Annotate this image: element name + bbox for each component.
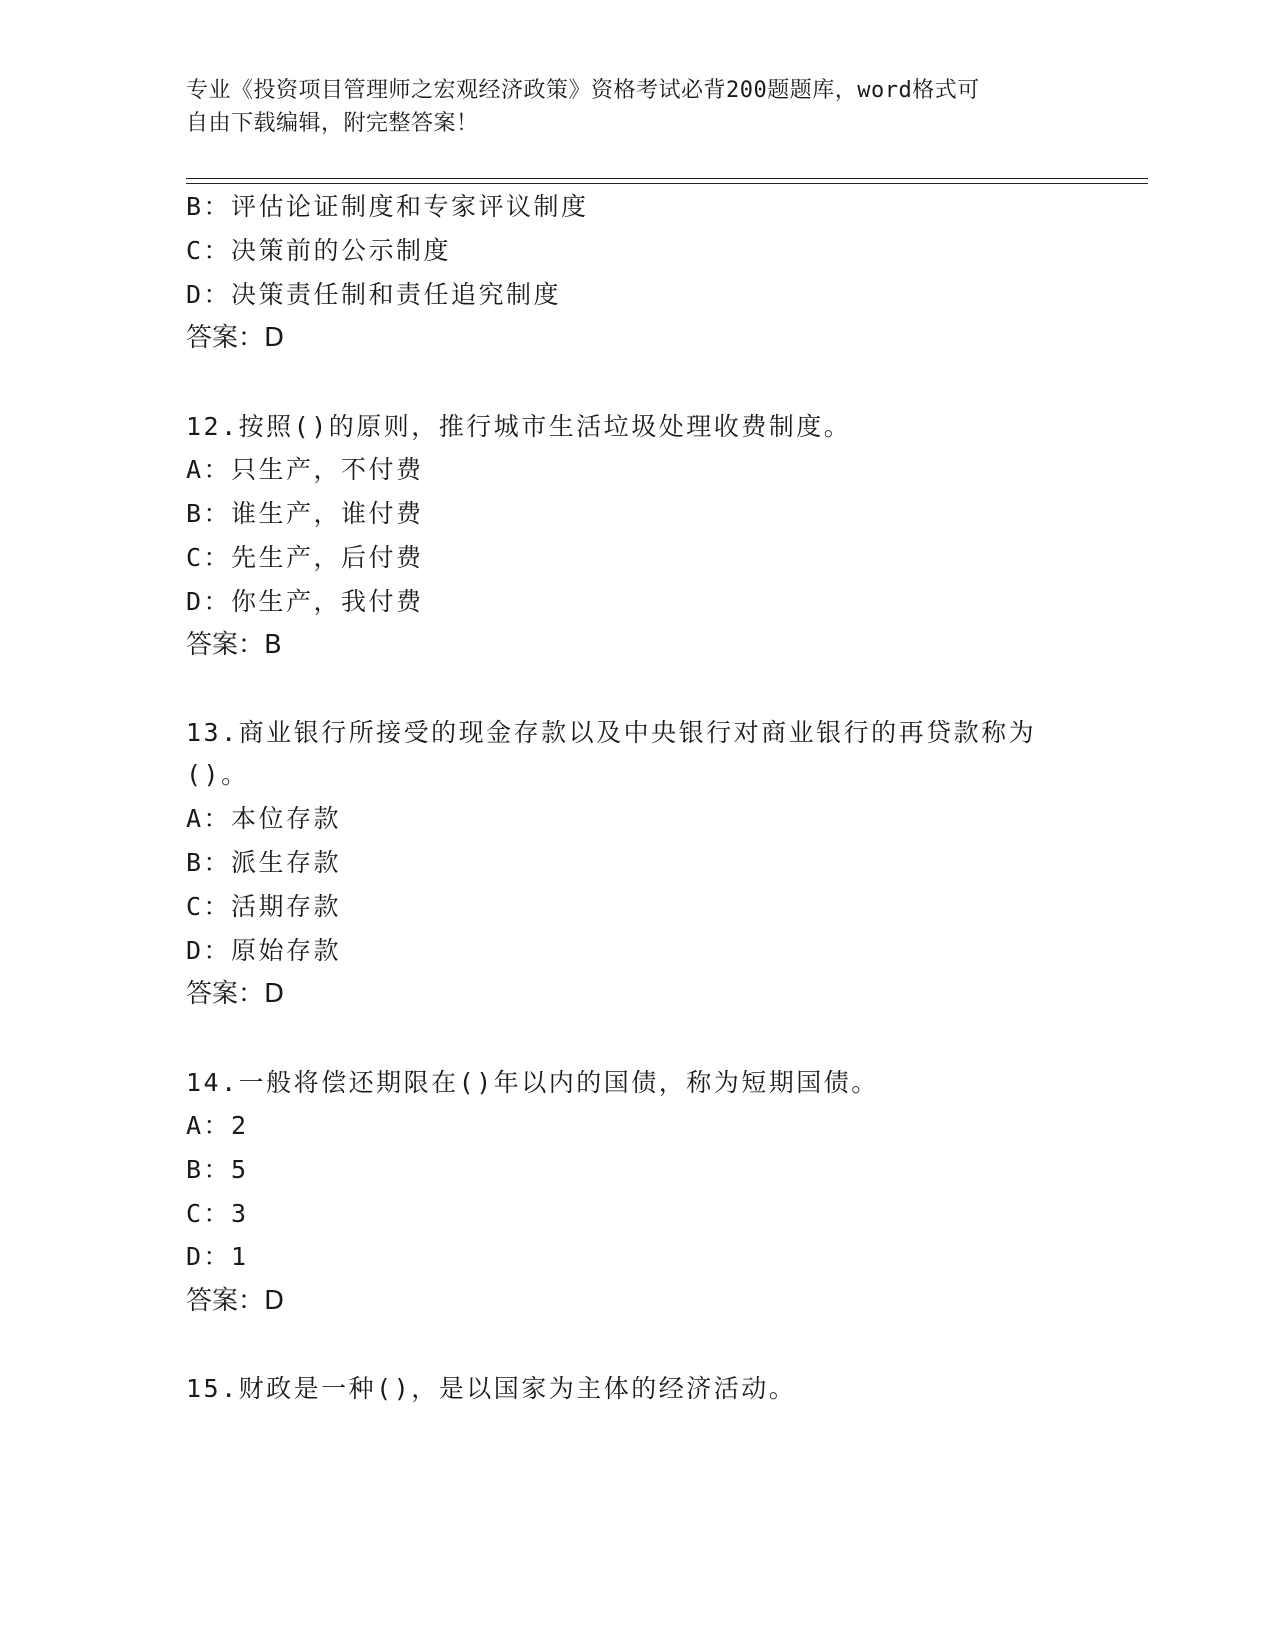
header-rule-bottom [186, 183, 1148, 184]
q13-option-a: A：本位存款 [186, 804, 342, 833]
header-line-1: 专业《投资项目管理师之宏观经济政策》资格考试必背200题题库，word格式可 [186, 78, 980, 103]
q14-option-c: C：3 [186, 1199, 249, 1228]
header-rule-top [186, 178, 1148, 179]
q13-option-d: D：原始存款 [186, 936, 342, 965]
q13-option-c: C：活期存款 [186, 892, 342, 921]
q12-option-b: B：谁生产，谁付费 [186, 499, 424, 528]
q11-option-c: C：决策前的公示制度 [186, 236, 452, 265]
q12-option-d: D：你生产，我付费 [186, 587, 424, 616]
q12-stem: 12.按照()的原则，推行城市生活垃圾处理收费制度。 [186, 412, 852, 441]
q13-answer: 答案：D [186, 979, 285, 1009]
q14-answer: 答案：D [186, 1286, 285, 1316]
q14-option-d: D：1 [186, 1242, 249, 1271]
q11-option-b: B：评估论证制度和专家评议制度 [186, 192, 589, 221]
header-line-2: 自由下载编辑，附完整答案！ [186, 111, 479, 136]
q13-option-b: B：派生存款 [186, 848, 342, 877]
q13-stem-line-1: 13.商业银行所接受的现金存款以及中央银行对商业银行的再贷款称为 [186, 718, 1037, 747]
q13-stem-line-2: ()。 [186, 760, 249, 789]
q12-answer: 答案：B [186, 630, 282, 660]
q14-option-b: B：5 [186, 1155, 249, 1184]
page-header [186, 74, 1066, 140]
q12-option-c: C：先生产，后付费 [186, 543, 424, 572]
q14-stem: 14.一般将偿还期限在()年以内的国债，称为短期国债。 [186, 1068, 879, 1097]
q11-option-d: D：决策责任制和责任追究制度 [186, 280, 562, 309]
q12-option-a: A：只生产，不付费 [186, 455, 424, 484]
q15-stem: 15.财政是一种()，是以国家为主体的经济活动。 [186, 1374, 797, 1403]
q14-option-a: A：2 [186, 1111, 249, 1140]
q11-answer: 答案：D [186, 323, 285, 353]
